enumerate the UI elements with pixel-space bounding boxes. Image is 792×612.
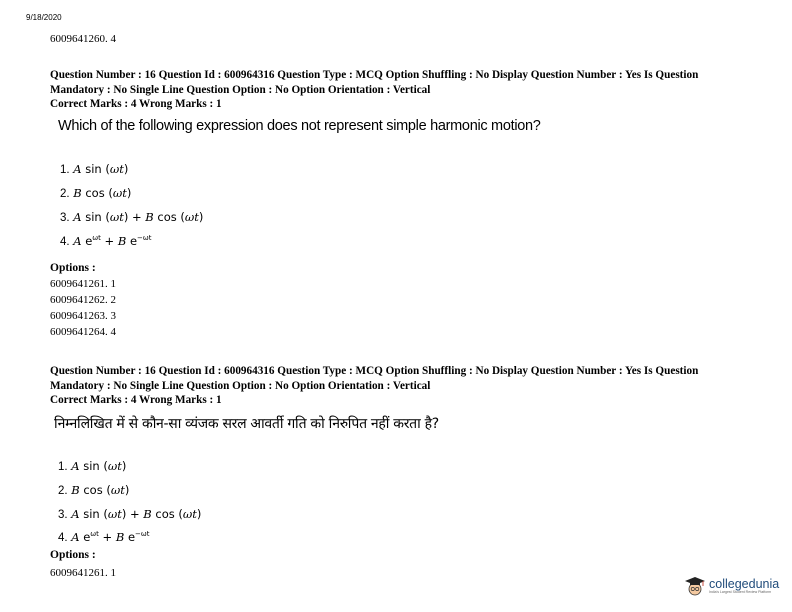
option-id: 6009641261. 1 (50, 567, 116, 579)
option-id: 6009641264. 4 (50, 326, 116, 338)
option-number: 4. (58, 532, 68, 544)
options-label: Options : (50, 262, 96, 274)
question-text-hindi: निम्नलिखित में से कौन-सा व्यंजक सरल आवर्ती गति को निरुपित नहीं करता है? (54, 416, 439, 432)
brand-tagline: India's Largest Student Review Platform (709, 590, 772, 594)
option-4: 4. A $e^{\omega t} + B$ $e^{-\omega t}$ (60, 234, 152, 248)
options-label: Options : (50, 549, 96, 561)
previous-option-id: 6009641260. 4 (50, 33, 116, 45)
option-3: 3. A sin (ωt) + B cos (ωt) (60, 210, 204, 224)
option-number: 1. (58, 461, 68, 473)
option-number: 3. (58, 509, 68, 521)
option-id: 6009641263. 3 (50, 310, 116, 322)
graduate-cap-icon (684, 575, 706, 597)
question-meta: Question Number : 16 Question Id : 600964316 Question Type : MCQ Option Shuffling : No Display Question Number : Yes Is Question Mandatory : No Single Line Question Option : No Option Orientation : Vertical (50, 365, 699, 392)
option-2: 2. B cos (ωt) (60, 186, 132, 200)
brand-name: collegedunia (709, 577, 780, 591)
option-1: 1. A sin (ωt) (58, 459, 127, 473)
option-3: 3. A sin (ωt) + B cos (ωt) (58, 507, 202, 521)
option-number: 2. (58, 485, 68, 497)
collegedunia-logo (684, 575, 779, 597)
option-2: 2. B cos (ωt) (58, 483, 130, 497)
print-date: 9/18/2020 (26, 13, 62, 22)
option-number: 3. (60, 212, 70, 224)
option-1: 1. A sin (ωt) (60, 162, 129, 176)
option-number: 1. (60, 164, 70, 176)
question-marks: Correct Marks : 4 Wrong Marks : 1 (50, 394, 222, 406)
option-id: 6009641262. 2 (50, 294, 116, 306)
question-meta: Question Number : 16 Question Id : 600964316 Question Type : MCQ Option Shuffling : No Display Question Number : Yes Is Question Mandatory : No Single Line Question Option : No Option Orientation : Vertical (50, 69, 699, 96)
option-4: 4. A $e^{\omega t} + B$ $e^{-\omega t}$ (58, 530, 150, 544)
question-text: Which of the following expression does not represent simple harmonic motion? (58, 118, 541, 134)
option-number: 4. (60, 236, 70, 248)
option-number: 2. (60, 188, 70, 200)
question-marks: Correct Marks : 4 Wrong Marks : 1 (50, 98, 222, 110)
option-id: 6009641261. 1 (50, 278, 116, 290)
